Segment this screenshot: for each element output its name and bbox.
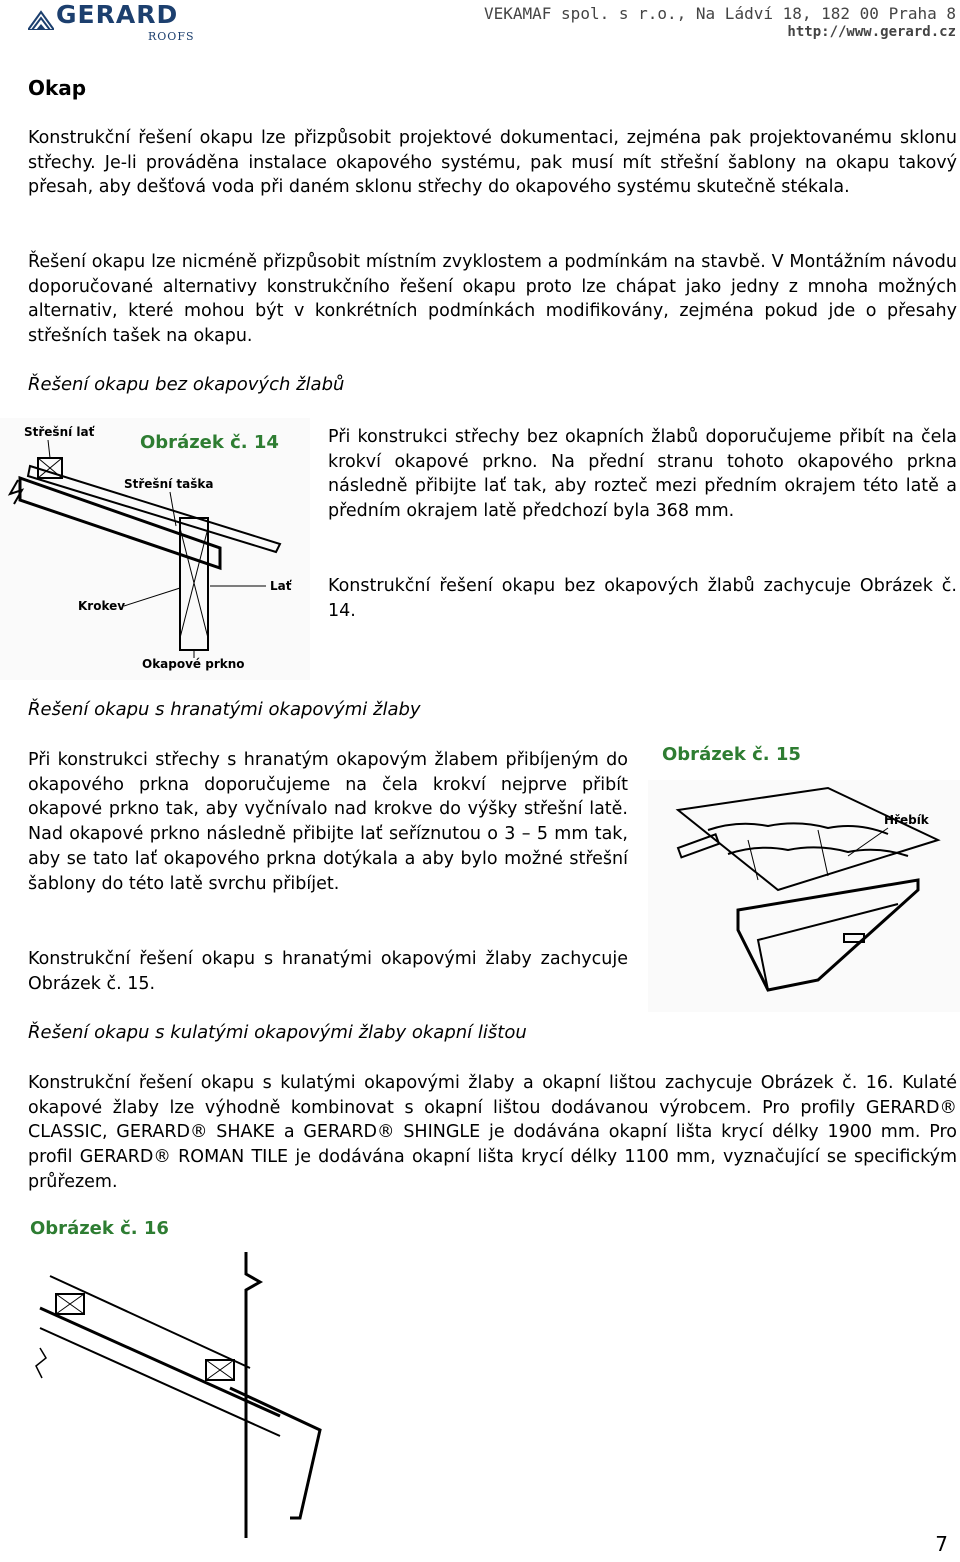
section-heading-round-gutter: Řešení okapu s kulatými okapovými žlaby okapní lištou — [28, 1022, 527, 1043]
paragraph-1: Konstrukční řešení okapu lze přizpůsobit projektové dokumentaci, zejména pak projektovanému sklonu střechy. Je-li prováděna instalace okapového systému, pak musí mít střešní šablony na okapu takový přesah, aby dešťová voda při daném sklonu střechy do okapového systému skutečně stékala. — [28, 128, 957, 198]
figure-16-diagram — [30, 1248, 370, 1548]
section-heading-no-gutter: Řešení okapu bez okapových žlabů — [28, 374, 345, 395]
paragraph-2: Řešení okapu lze nicméně přizpůsobit místním zvyklostem a podmínkám na stavbě. V Montážním návodu doporučované alternativy konstrukčního řešení okapu proto lze chápat jako jedny z mnoha možných alternativ, které mohou být v konkrétních podmínkách modifikovány, zejména pokud jde o přesahy střešních tašek na okapu. — [28, 252, 957, 347]
callout-hrebik: Hřebík — [884, 813, 929, 827]
brand-name: GERARD — [56, 0, 179, 29]
figure-14-diagram — [0, 418, 310, 680]
figure-14-label: Obrázek č. 14 — [140, 432, 279, 453]
figure-15-label: Obrázek č. 15 — [662, 744, 801, 765]
logo-mark-icon — [28, 6, 54, 30]
section1-text-2: Konstrukční řešení okapu bez okapových žlabů zachycuje Obrázek č. 14. — [328, 576, 957, 621]
section2-text-2: Konstrukční řešení okapu s hranatými okapovými žlaby zachycuje Obrázek č. 15. — [28, 949, 628, 994]
callout-krokev: Krokev — [78, 599, 126, 613]
figure-16-label: Obrázek č. 16 — [30, 1218, 169, 1239]
section3-text-1: Konstrukční řešení okapu s kulatými okapovými žlaby a okapní lištou zachycuje Obrázek č. 16. Kulaté okapové žlaby lze výhodně kombinovat s okapní lištou dodávanou výrobcem. Pro profily GERARD® CLASSIC, GERARD® SHAKE a GERARD® SHINGLE je dodávána okapní lišta krycí délky 1900 mm. Pro profil GERARD® ROMAN TILE je dodávána okapní lišta krycí délky 1100 mm, vyznačující se specifickým průřezem. — [28, 1073, 957, 1192]
figure-15-diagram — [648, 780, 960, 1012]
callout-stresni-taska: Střešní taška — [124, 477, 214, 491]
company-line: VEKAMAF spol. s r.o., Na Ládví 18, 182 00 Praha 8 — [483, 4, 956, 23]
section1-text-1: Při konstrukci střechy bez okapních žlabů doporučujeme přibít na čela krokví okapové prkno. Na přední stranu tohoto okapového prkna následně přibijte lať tak, aby rozteč mezi předním okrajem této latě a předním okrajem latě předchozí byla 368 mm. — [328, 427, 957, 522]
brand-sub: ROOFS — [148, 30, 195, 43]
page-title: Okap — [28, 76, 87, 100]
section2-text-1: Při konstrukci střechy s hranatým okapovým žlabem přibíjeným do okapového prkna doporučujeme na čela krokví nejprve přibít okapové prkno tak, aby vyčnívalo nad krokve do výšky střešní latě. Nad okapové prkno následně přibijte lať seříznutou o 3 – 5 mm tak, aby se tato lať okapového prkna dotýkala a aby bylo možné střešní šablony do této latě svrchu přibíjet. — [28, 750, 628, 894]
company-url[interactable]: http://www.gerard.cz — [787, 24, 956, 40]
callout-lat: Lať — [270, 579, 292, 593]
callout-stresni-lat: Střešní lať — [24, 425, 95, 439]
callout-okapove-prkno: Okapové prkno — [142, 657, 245, 671]
page-number: 7 — [935, 1532, 948, 1556]
section-heading-square-gutter: Řešení okapu s hranatými okapovými žlaby — [28, 699, 421, 720]
